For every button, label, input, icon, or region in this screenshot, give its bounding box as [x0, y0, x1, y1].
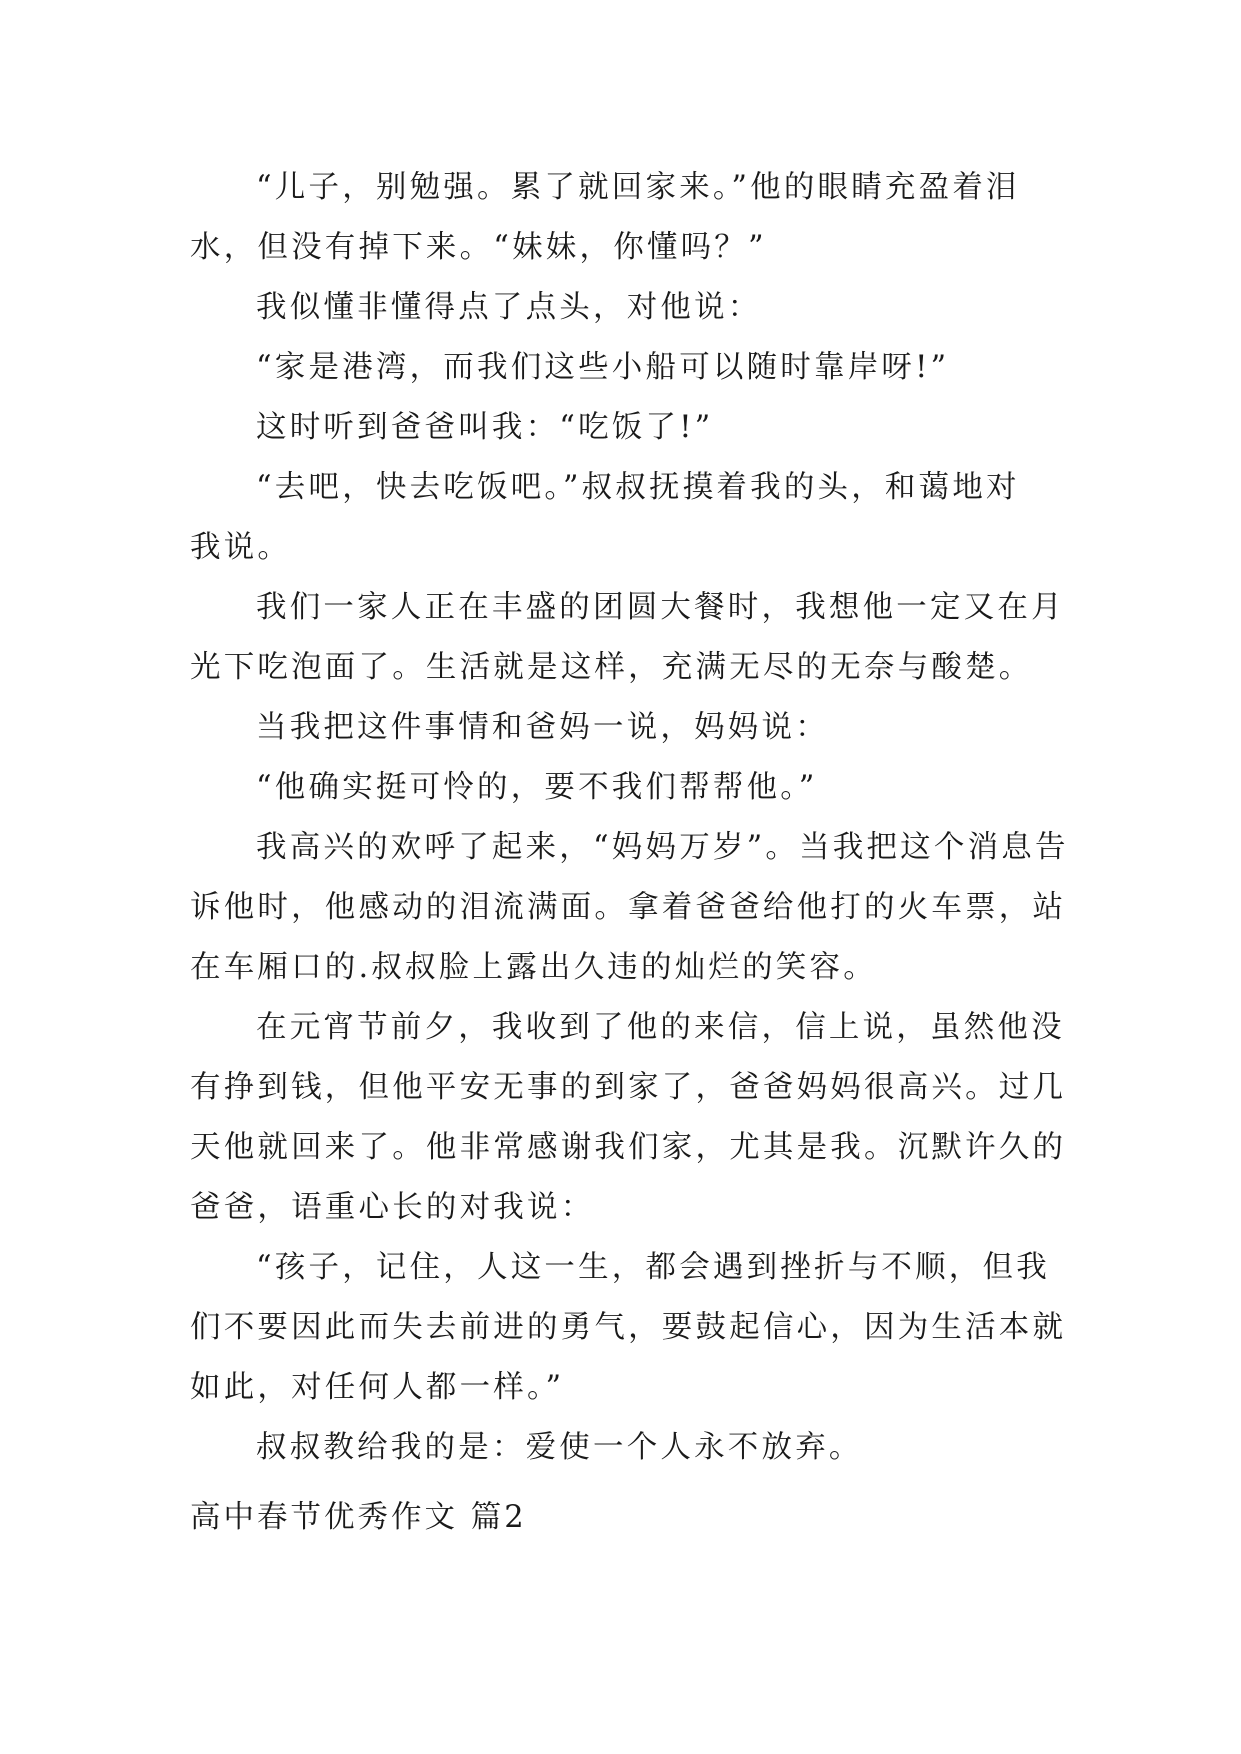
- text-line: “他确实挺可怜的，要不我们帮帮他。”: [256, 770, 818, 805]
- text-line: 在车厢口的.叔叔脸上露出久违的灿烂的笑容。: [190, 950, 877, 985]
- essay-body: [190, 158, 1069, 1478]
- text-line: 当我把这件事情和爸妈一说，妈妈说：: [256, 710, 829, 745]
- text-line: 叔叔教给我的是：爱使一个人永不放弃。: [256, 1430, 863, 1465]
- text-line: 们不要因此而失去前进的勇气，要鼓起信心，因为生活本就: [190, 1310, 1067, 1345]
- text-line: 光下吃泡面了。生活就是这样，充满无尽的无奈与酸楚。: [190, 650, 1033, 685]
- text-line: “去吧，快去吃饭吧。”叔叔抚摸着我的头，和蔼地对: [256, 470, 1020, 505]
- text-line: 爸爸，语重心长的对我说：: [190, 1190, 595, 1225]
- section-heading: 高中春节优秀作文 篇2: [190, 1500, 527, 1535]
- text-line: 在元宵节前夕，我收到了他的来信，信上说，虽然他没: [256, 1010, 1065, 1045]
- text-line: “儿子，别勉强。累了就回家来。”他的眼睛充盈着泪: [256, 170, 1020, 205]
- text-line: 水，但没有掉下来。“妹妹，你懂吗？”: [190, 230, 767, 265]
- text-line: 如此，对任何人都一样。”: [190, 1370, 565, 1405]
- text-line: 我说。: [190, 530, 292, 565]
- text-line: 天他就回来了。他非常感谢我们家，尤其是我。沉默许久的: [190, 1130, 1067, 1165]
- text-line: “孩子，记住，人这一生，都会遇到挫折与不顺，但我: [256, 1250, 1050, 1285]
- text-line: 有挣到钱，但他平安无事的到家了，爸爸妈妈很高兴。过几: [190, 1070, 1067, 1105]
- text-line: 这时听到爸爸叫我：“吃饭了!”: [256, 410, 714, 445]
- text-line: 诉他时，他感动的泪流满面。拿着爸爸给他打的火车票，站: [190, 890, 1067, 925]
- text-line: “家是港湾，而我们这些小船可以随时靠岸呀!”: [256, 350, 950, 385]
- text-line: 我似懂非懂得点了点头，对他说：: [256, 290, 762, 325]
- text-line: 我高兴的欢呼了起来，“妈妈万岁”。当我把这个消息告: [256, 830, 1069, 865]
- text-line: 我们一家人正在丰盛的团圆大餐时，我想他一定又在月: [256, 590, 1065, 625]
